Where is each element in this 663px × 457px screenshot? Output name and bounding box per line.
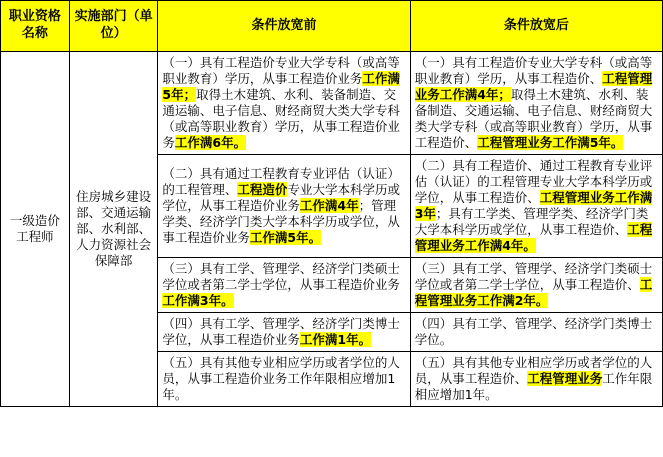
condition-text: （五）具有其他专业相应学历或者学位的人员，从事工程造价业务工作年限相应增加1年。 [162,355,400,402]
highlighted-text: 工程管理业务工作满5年。 [477,135,624,150]
header-cell-department: 实施部门（单位） [69,1,158,52]
table-body [1,52,663,407]
condition-text: ；管理学类、经济学门类大学本科学历或学位，从事工程造价业务 [162,198,400,245]
cell-condition-after-2 [410,155,662,258]
condition-text: 专业大学本科学历或学位，从事工程造价业务 [162,182,400,213]
highlighted-text: 工作满6年。 [174,135,247,150]
highlighted-text: 工程管理业务工作满3年 [414,190,653,221]
highlighted-text: 工作满3年。 [162,293,234,308]
cell-condition-after-1 [410,52,662,155]
cell-department: 住房城乡建设部、交通运输部、水利部、人力资源社会保障部 [69,52,158,407]
header-row [1,1,663,52]
condition-text: （四）具有工学、管理学、经济学门类博士学位，从事工程造价业务 [162,316,400,347]
condition-text: （四）具有工学、管理学、经济学门类博士学位。 [414,316,653,347]
highlighted-text: 工程管理业务工作满2年。 [414,277,653,308]
condition-text: （二）具有工程造价、通过工程教育专业评估（认证）的工程管理专业大学本科学历或学位，从事工程造价、 [414,158,653,205]
cell-condition-after-4 [410,313,662,352]
condition-text: （一）具有工程造价专业大学专科（或高等职业教育）学历，从事工程造价、 [414,55,653,86]
condition-text: （二）具有通过工程教育专业评估（认证）的工程管理、 [162,166,400,197]
cell-condition-before-3 [158,258,410,313]
table-header [1,1,663,52]
header-cell-before: 条件放宽前 [158,1,410,52]
header-cell-name: 职业资格名称 [1,1,70,52]
highlighted-text: 工程管理业务工作满4年。 [414,222,653,253]
cell-condition-before-4 [158,313,410,352]
cell-condition-after-3 [410,258,662,313]
cell-condition-before-1 [158,52,410,155]
cell-condition-before-5 [158,352,410,407]
highlighted-text: 工作满1年。 [299,332,372,347]
highlighted-text: 工程管理业务 [527,371,603,386]
cell-condition-before-2 [158,155,410,258]
condition-text: 取得土木建筑、水利、装备制造、交通运输、电子信息、财经商贸大类大学专科（或高等职业教育）学历，从事工程造价、 [414,87,653,150]
highlighted-text: 工程造价 [237,182,288,197]
header-cell-after: 条件放宽后 [410,1,662,52]
condition-text: 工作年限相应增加1年。 [414,371,653,402]
cell-condition-after-5 [410,352,662,407]
highlighted-text: 工作满5年； [162,71,400,102]
condition-text: （三）具有工学、管理学、经济学门类硕士学位或者第二学士学位，从事工程造价、 [414,261,653,292]
condition-text: ；具有工学类、管理学类、经济学门类大学本科学历或学位，从事工程造价、 [414,206,649,237]
condition-text: （三）具有工学、管理学、经济学门类硕士学位或者第二学士学位，从事工程造价业务 [162,261,400,292]
highlighted-text: 工作满5年。 [249,230,322,245]
highlighted-text: 工程管理业务工作满4年； [414,71,653,102]
cell-qualification-name: 一级造价工程师 [1,52,70,407]
condition-text: （一）具有工程造价专业大学专科（或高等职业教育）学历，从事工程造价业务 [162,55,400,86]
highlighted-text: 工作满4年 [299,198,359,213]
table-row [1,52,663,155]
condition-text: （五）具有其他专业相应学历或者学位的人员，从事工程造价、 [414,355,653,386]
condition-text: 取得土木建筑、水利、装备制造、交通运输、电子信息、财经商贸大类大学专科（或高等职业教育）学历，从事工程造价业务 [162,87,400,150]
